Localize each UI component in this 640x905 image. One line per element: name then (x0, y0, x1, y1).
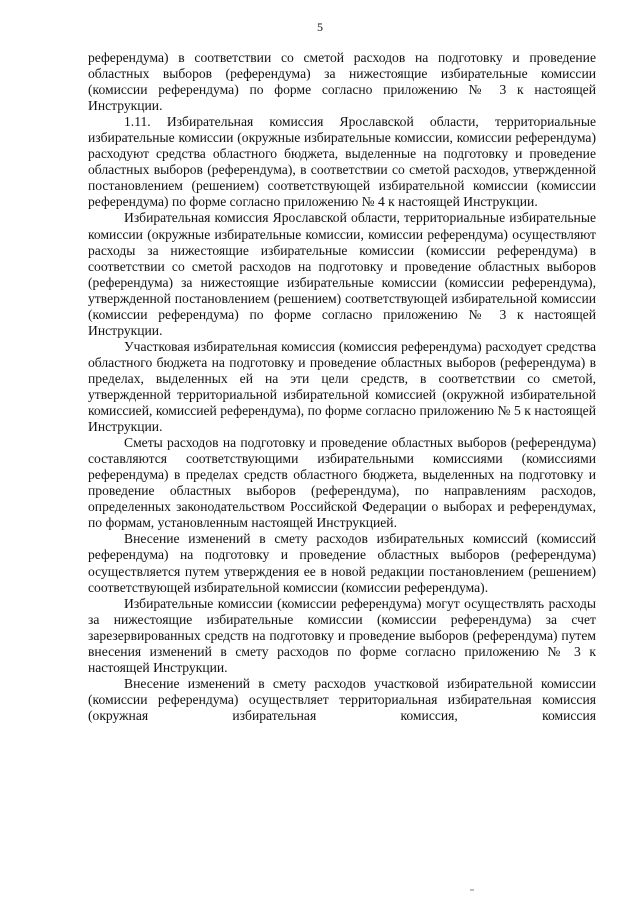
document-body (88, 50, 596, 724)
paragraph-7: Избирательные комиссии (комиссии референдума) могут осуществлять расходы за нижестоящие избирательные комиссии (комиссии референдума) за счет зарезервированных средств на подготовку и проведение выборов (референдума) путем внесения изменений в смету расходов по форме согласно приложению № 3 к настоящей Инструкции. (88, 595, 596, 675)
scan-mark (470, 889, 474, 891)
paragraph-1: референдума) в соответствии со сметой расходов на подготовку и проведение областных выборов (референдума) за нижестоящие избирательные комиссии (комиссии референдума) по форме согласно приложению № 3 к настоящей Инструкции. (88, 50, 596, 114)
paragraph-3: Избирательная комиссия Ярославской области, территориальные избирательные комиссии (окружные избирательные комиссии, комиссии референдума) осуществляют расходы за нижестоящие избирательные комиссии (комиссии референдума) в соответствии со сметой расходов на подготовку и проведение областных выборов (референдума) за нижестоящие избирательные комиссии (комиссии референдума), утвержденной постановлением (решением) соответствующей избирательной комиссии (комиссии референдума) по форме согласно приложению № 3 к настоящей Инструкции. (88, 210, 596, 338)
paragraph-5: Сметы расходов на подготовку и проведение областных выборов (референдума) составляются соответствующими избирательными комиссиями (комиссиями референдума) в пределах средств областного бюджета, выделенных на подготовку и проведение областных выборов (референдума), по направлениям расходов, определенных законодательством Российской Федерации о выборах и референдумах, по формам, установленным настоящей Инструкцией. (88, 435, 596, 531)
paragraph-4: Участковая избирательная комиссия (комиссия референдума) расходует средства областного бюджета на подготовку и проведение областных выборов (референдума) в пределах, выделенных ей на эти цели средств, в соответствии со сметой, утвержденной территориальной избирательной комиссией (окружной избирательной комиссией, комиссией референдума), по форме согласно приложению № 5 к настоящей Инструкции. (88, 338, 596, 435)
paragraph-2: 1.11. Избирательная комиссия Ярославской области, территориальные избирательные комиссии (окружные избирательные комиссии, комиссии референдума) расходуют средства областного бюджета, выделенные на подготовку и проведение областных выборов (референдума), в соответствии со сметой расходов, утвержденной постановлением (решением) соответствующей избирательной комиссии (комиссии референдума) по форме согласно приложению № 4 к настоящей Инструкции. (88, 114, 596, 210)
paragraph-8: Внесение изменений в смету расходов участковой избирательной комиссии (комиссии референдума) осуществляет территориальная избирательная комиссия (окружная избирательная комиссия, комиссия (88, 675, 596, 723)
page-number: 5 (317, 20, 323, 34)
paragraph-6: Внесение изменений в смету расходов избирательных комиссий (комиссий референдума) на подготовку и проведение областных выборов (референдума) осуществляется путем утверждения ее в новой редакции постановлением (решением) соответствующей избирательной комиссии (комиссии референдума). (88, 531, 596, 595)
